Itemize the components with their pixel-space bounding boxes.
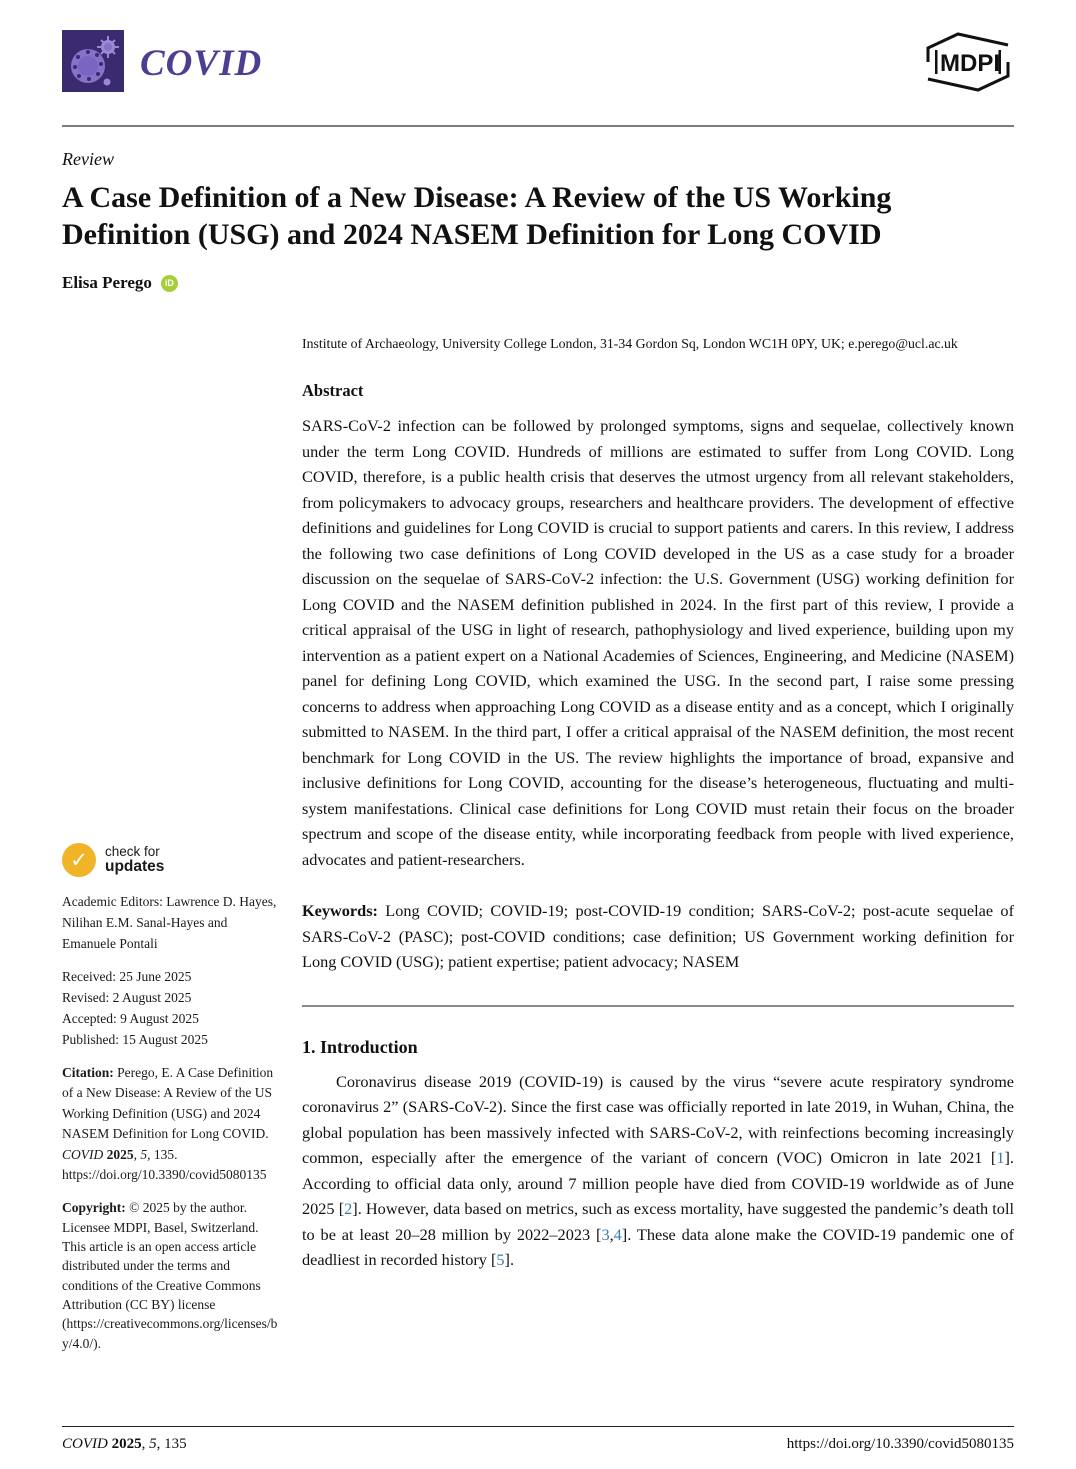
copyright-text: © 2025 by the author. Licensee MDPI, Basel, Switzerland. This article is an open access article distributed under the terms and conditions of the Creative Commons Attribution (CC BY) license (https://creativecommons.org/licenses/by/4.0/). xyxy=(62,1200,278,1351)
paragraph-text: ]. However, data based on metrics, such as excess mortality, have suggested the pandemic’s death toll to be at least 20–28 million by 2022–2023 [ xyxy=(302,1199,1014,1244)
introduction-heading: 1. Introduction xyxy=(302,1036,418,1057)
citation-block xyxy=(62,1063,282,1185)
reference-link-3[interactable]: 3 xyxy=(601,1224,610,1244)
virus-icon xyxy=(62,30,124,97)
journal-name: COVID xyxy=(140,43,263,84)
footer-journal: COVID xyxy=(62,1436,108,1452)
footer-citation xyxy=(62,1436,187,1453)
left-sidebar xyxy=(62,843,282,1353)
main-column xyxy=(302,335,1014,1273)
keywords-text: Long COVID; COVID-19; post-COVID-19 condition; SARS-CoV-2; post-acute sequelae of SARS-CoV-2 (PASC); post-COVID conditions; case definition; US Government working definition for Long COVID (USG); patient expertise; patient advocacy; NASEM xyxy=(302,901,1014,971)
author-name: Elisa Perego xyxy=(62,273,152,292)
footer-volume: 5 xyxy=(149,1436,157,1452)
author-affiliation: Institute of Archaeology, University College London, 31-34 Gordon Sq, London WC1H 0PY, UK; e.perego@ucl.ac.uk xyxy=(302,336,958,351)
covid-journal-logo xyxy=(62,30,262,97)
paragraph-text: Coronavirus disease 2019 (COVID-19) is caused by the virus “severe acute respiratory syndrome coronavirus 2” (SARS-CoV-2). Since the first case was officially reported in late 2019, in Wuhan, China, the global population has been massively infected with SARS-CoV-2, with reinfections becoming increasingly common, especially after the emergence of the variant of concern (VOC) Omicron in late 2021 [ xyxy=(302,1071,1014,1167)
introduction-paragraph xyxy=(302,1069,1014,1273)
paragraph-text: ]. xyxy=(504,1250,515,1269)
academic-editors: Academic Editors: Lawrence D. Hayes, Nilihan E.M. Sanal-Hayes and Emanuele Pontali xyxy=(62,894,277,951)
crossmark-line1: check for xyxy=(105,843,160,859)
article-type-label: Review xyxy=(62,149,114,169)
footer-text: , xyxy=(141,1436,150,1452)
keywords-label: Keywords: xyxy=(302,901,378,920)
copyright-label: Copyright: xyxy=(62,1200,126,1216)
citation-year: 2025 xyxy=(106,1146,134,1162)
citation-label: Citation: xyxy=(62,1065,114,1080)
checkmark-icon: ✓ xyxy=(62,843,96,877)
abstract-text: SARS-CoV-2 infection can be followed by prolonged symptoms, signs and sequelae, collectively known under the term Long COVID. Hundreds of millions are estimated to suffer from Long COVID. Long COVID, therefore, is a public health crisis that deserves the utmost urgency from all relevant stakeholders, from policymakers to advocacy groups, researchers and healthcare providers. The development of effective definitions and guidelines for Long COVID is crucial to support patients and carers. In this review, I address the following two case definitions of Long COVID developed in the US as a case study for a broader discussion on the sequelae of SARS-CoV-2 infection: the U.S. Government (USG) working definition for Long COVID and the NASEM definition published in 2024. In the first part of this review, I provide a critical appraisal of the USG in light of research, pathophysiology and lived experience, building upon my intervention as a patient expert on a National Academies of Sciences, Engineering, and Medicine (NASEM) panel for defining Long COVID, which examined the USG. In the second part, I raise some pressing concerns to address when approaching Long COVID as a disease entity and as a concept, which I originally submitted to NASEM. In the third part, I offer a critical appraisal of the NASEM definition, the most recent benchmark for Long COVID in the US. The review highlights the importance of broad, expansive and inclusive definitions for Long COVID, accounting for the disease’s heterogeneous, fluctuating and multi-system manifestations. Clinical case definitions for Long COVID must retain their focus on the broader spectrum and scope of the disease entity, while incorporating feedback from people with lived experience, advocates and patient-researchers. xyxy=(302,416,1014,869)
revised-date: Revised: 2 August 2025 xyxy=(62,990,192,1005)
copyright-block xyxy=(62,1198,282,1352)
accepted-date: Accepted: 9 August 2025 xyxy=(62,1011,199,1026)
page-footer xyxy=(62,1426,1014,1453)
citation-text: , xyxy=(133,1146,141,1162)
footer-year: 2025 xyxy=(111,1436,142,1452)
paragraph-text: ]. These data alone make the COVID-19 pandemic one of deadliest in recorded history [ xyxy=(302,1224,1014,1269)
crossmark-line2: updates xyxy=(105,857,165,875)
paragraph-text: ]. According to official data only, around 7 million people have died from COVID-19 worldwide as of June 2025 [ xyxy=(302,1148,1014,1218)
received-date: Received: 25 June 2025 xyxy=(62,969,192,984)
citation-volume: 5 xyxy=(140,1146,148,1162)
abstract-heading: Abstract xyxy=(302,381,364,400)
citation-journal: COVID xyxy=(62,1146,104,1162)
citation-doi-link[interactable]: https://doi.org/10.3390/covid5080135 xyxy=(62,1167,267,1183)
mdpi-logo xyxy=(922,30,1014,99)
svg-text:MDPI: MDPI xyxy=(940,50,1000,77)
header-divider xyxy=(62,125,1014,127)
reference-link-2[interactable]: 2 xyxy=(344,1199,353,1218)
paragraph-text: , xyxy=(609,1224,614,1244)
footer-text: , 135 xyxy=(156,1436,187,1452)
history-dates xyxy=(62,966,282,1050)
reference-link-5[interactable]: 5 xyxy=(496,1250,505,1269)
page-header xyxy=(62,0,1014,99)
reference-link-4[interactable]: 4 xyxy=(613,1224,622,1244)
keywords-block xyxy=(302,898,1014,975)
section-divider xyxy=(302,1005,1014,1007)
citation-text: Perego, E. A Case Definition of a New Disease: A Review of the US Working Definition (USG) and 2024 NASEM Definition for Long COVID. xyxy=(62,1065,274,1142)
check-for-updates-badge[interactable] xyxy=(62,843,282,877)
published-date: Published: 15 August 2025 xyxy=(62,1032,208,1047)
reference-link-1[interactable]: 1 xyxy=(996,1148,1005,1167)
orcid-icon[interactable]: iD xyxy=(161,275,178,292)
footer-divider xyxy=(62,1426,1014,1427)
footer-doi-link[interactable]: https://doi.org/10.3390/covid5080135 xyxy=(786,1436,1014,1452)
article-title: A Case Definition of a New Disease: A Review of the US Working Definition (USG) and 2024 NASEM Definition for Long COVID xyxy=(62,181,892,251)
citation-text: , 135. xyxy=(147,1146,178,1162)
